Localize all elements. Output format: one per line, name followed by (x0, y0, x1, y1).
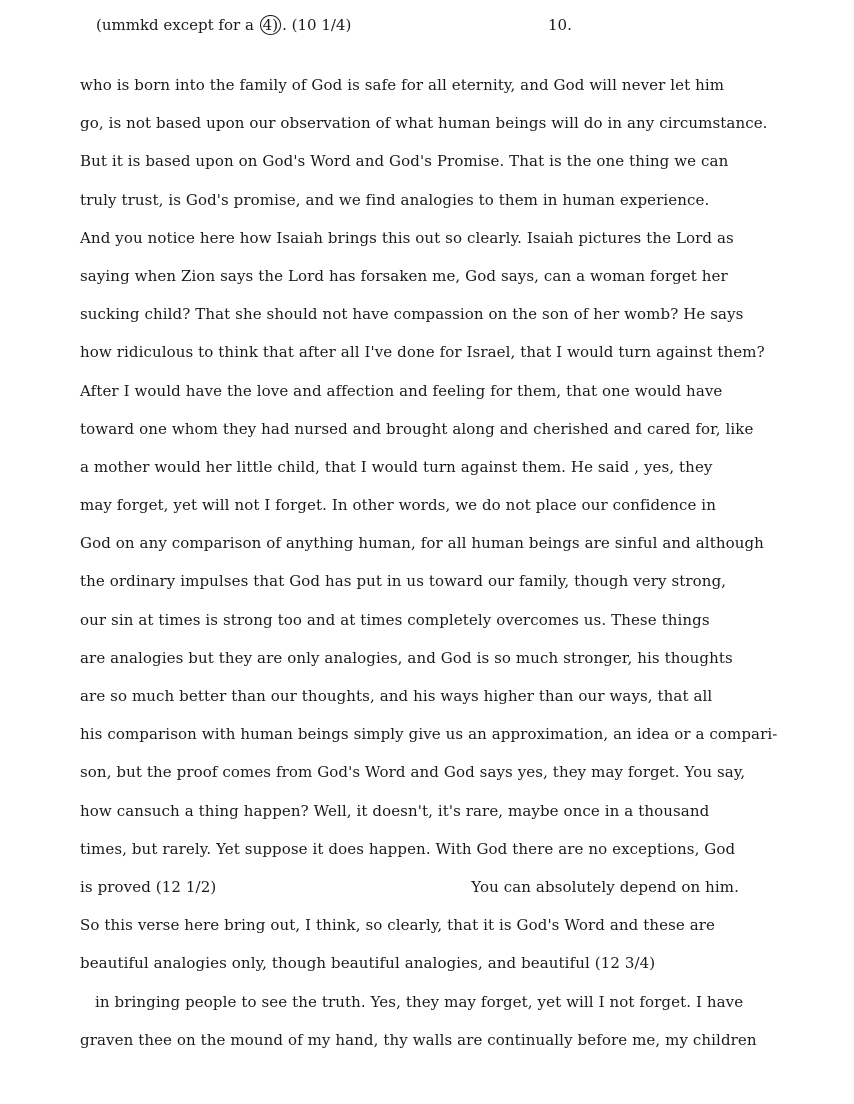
text-line-22 (80, 868, 830, 906)
text-line-20: how cansuch a thing happen? Well, it doesn't, it's rare, maybe once in a thousand (80, 801, 710, 820)
split-line-left: is proved (12 1/2) (80, 877, 217, 896)
text-line-24: beautiful analogies only, though beautiful analogies, and beautiful (12 3/4) (80, 954, 656, 973)
split-line-right: You can absolutely depend on him. (471, 877, 740, 896)
text-line-21: times, but rarely. Yet suppose it does happen. With God there are no exceptions, God (80, 839, 736, 858)
text-line-14: the ordinary impulses that God has put in us toward our family, though very strong, (80, 572, 727, 591)
text-line-12: may forget, yet will not I forget. In other words, we do not place our confidence in (80, 496, 716, 515)
header-note (96, 13, 351, 37)
text-line-16: are analogies but they are only analogies, and God is so much stronger, his thoughts (80, 648, 733, 667)
text-line-25: in bringing people to see the truth. Yes, they may forget, yet will I not forget. I have (95, 992, 744, 1011)
text-line-9: After I would have the love and affection and feeling for them, that one would have (80, 381, 723, 400)
text-line-4: truly trust, is God's promise, and we find analogies to them in human experience. (80, 190, 710, 209)
page-number: 10. (548, 16, 572, 34)
text-line-2: go, is not based upon our observation of what human beings will do in any circumstance. (80, 114, 768, 133)
page-header (96, 13, 796, 37)
body-text (80, 66, 830, 1059)
text-line-13: God on any comparison of anything human, for all human beings are sinful and although (80, 534, 764, 553)
text-line-7: sucking child? That she should not have compassion on the son of her womb? He says (80, 305, 744, 324)
circled-number-annotation: 4) (260, 15, 281, 35)
text-line-8: how ridiculous to think that after all I've done for Israel, that I would turn against them? (80, 343, 765, 362)
text-line-10: toward one whom they had nursed and brought along and cherished and cared for, like (80, 419, 754, 438)
text-line-19: son, but the proof comes from God's Word and God says yes, they may forget. You say, (80, 763, 746, 782)
text-line-17: are so much better than our thoughts, and his ways higher than our ways, that all (80, 687, 713, 705)
text-line-11: a mother would her little child, that I would turn against them. He said , yes, they (80, 457, 713, 476)
text-line-6: saying when Zion says the Lord has forsaken me, God says, can a woman forget her (80, 266, 728, 285)
text-line-1: who is born into the family of God is safe for all eternity, and God will never let him (80, 76, 725, 94)
text-line-26: graven thee on the mound of my hand, thy walls are continually before me, my children (80, 1030, 757, 1049)
text-line-23: So this verse here bring out, I think, so clearly, that it is God's Word and these are (80, 916, 715, 935)
text-line-15: our sin at times is strong too and at times completely overcomes us. These things (80, 610, 710, 629)
header-note-before: (ummkd except for a (96, 16, 259, 34)
header-note-after: . (10 1/4) (282, 16, 352, 34)
text-line-18: his comparison with human beings simply give us an approximation, an idea or a compari- (80, 725, 778, 744)
text-line-5: And you notice here how Isaiah brings this out so clearly. Isaiah pictures the Lord as (80, 228, 734, 247)
text-line-3: But it is based upon on God's Word and God's Promise. That is the one thing we can (80, 152, 729, 171)
